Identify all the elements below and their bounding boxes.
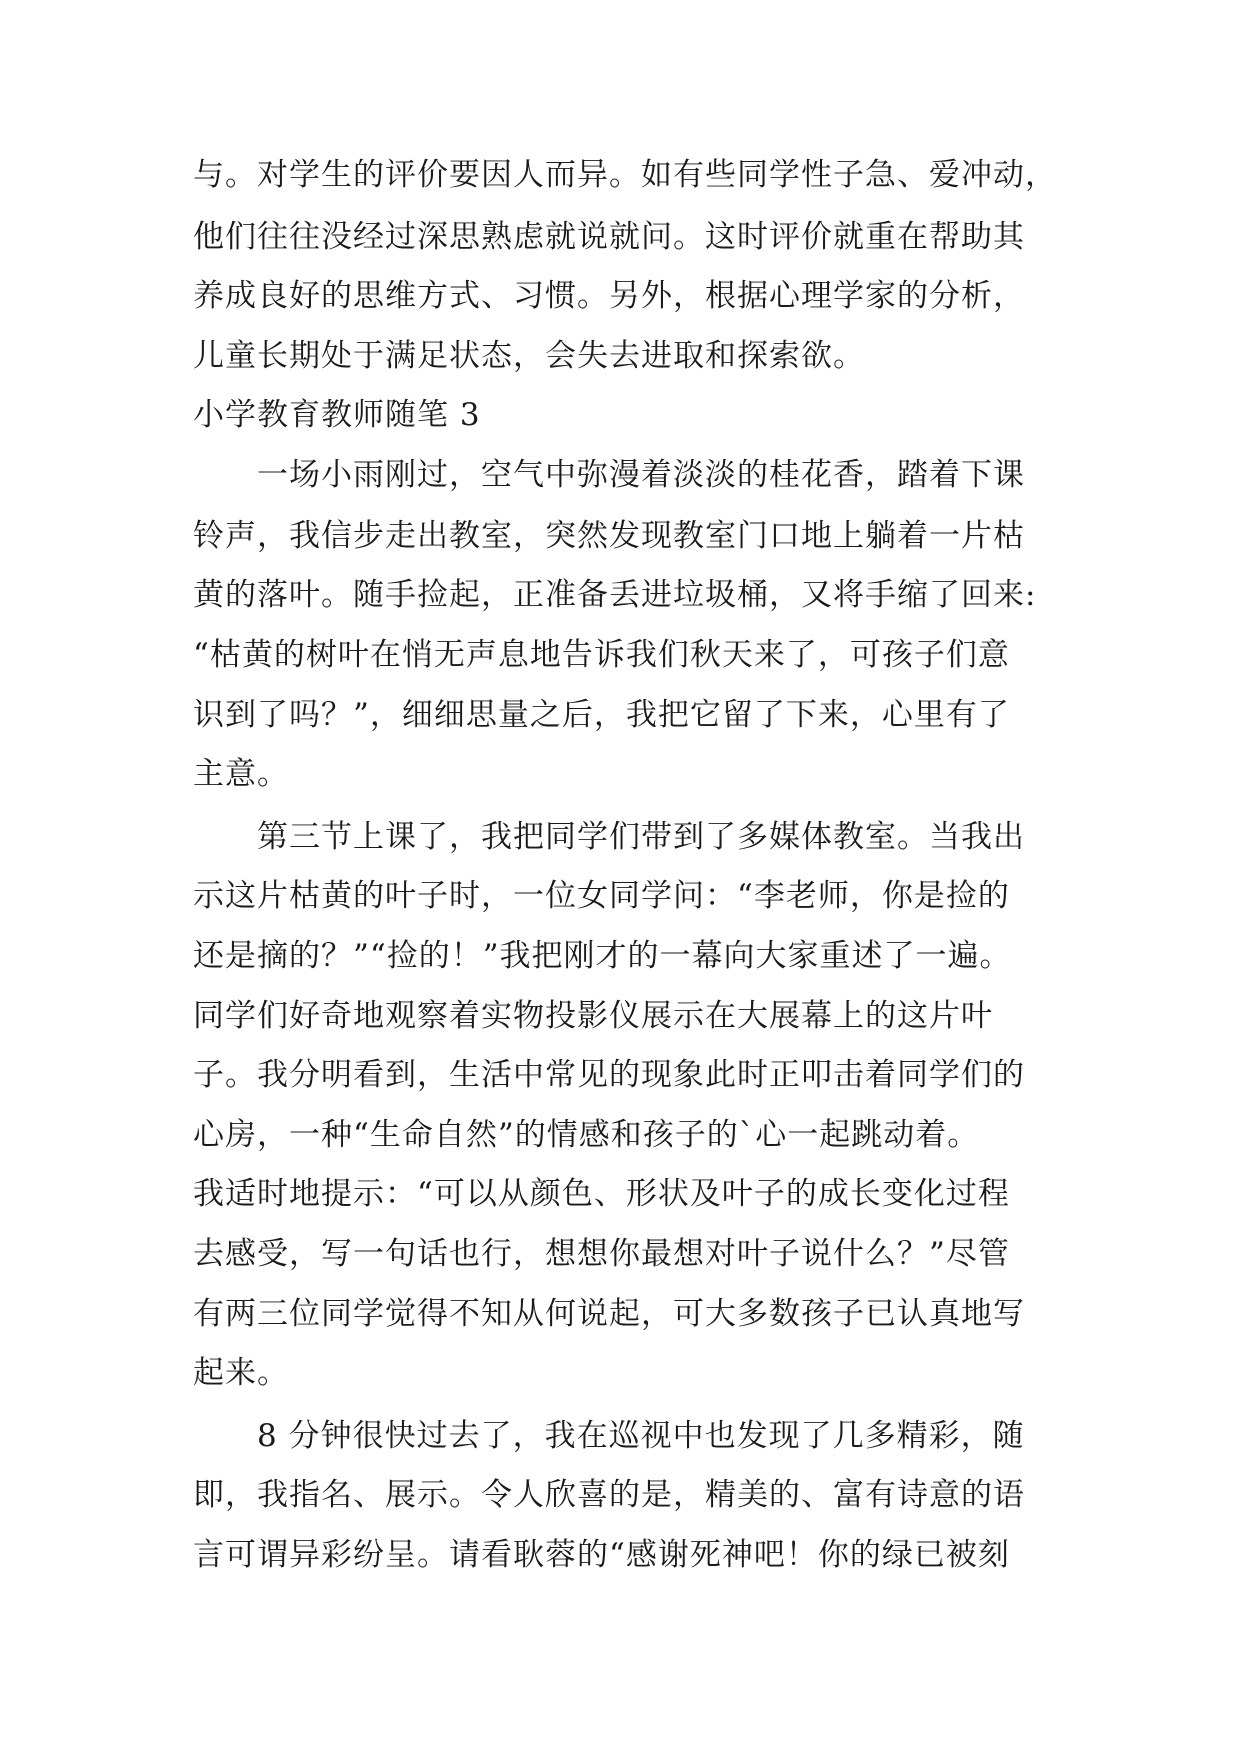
paragraph-line: 铃声，我信步走出教室，突然发现教室门口地上躺着一片枯: [193, 518, 1025, 554]
paragraph-line: 子。我分明看到，生活中常见的现象此时正叩击着同学们的: [193, 1057, 1025, 1093]
paragraph-line: 即，我指名、展示。令人欣喜的是，精美的、富有诗意的语: [193, 1477, 1025, 1513]
paragraph-line: 心房，一种“生命自然”的情感和孩子的`心一起跳动着。: [193, 1117, 980, 1153]
paragraph-line: 起来。: [193, 1355, 289, 1391]
paragraph-line: 与。对学生的评价要因人而异。如有些同学性子急、爱冲动，: [193, 157, 1057, 193]
paragraph-line: 养成良好的思维方式、习惯。另外，根据心理学家的分析，: [193, 278, 1025, 314]
paragraph-line: 8 分钟很快过去了，我在巡视中也发现了几多精彩，随: [257, 1418, 1025, 1454]
paragraph-line: 识到了吗？”，细细思量之后，我把它留了下来，心里有了: [193, 697, 1010, 733]
paragraph-line: “枯黄的树叶在悄无声息地告诉我们秋天来了，可孩子们意: [193, 637, 1010, 673]
section-heading: 小学教育教师随笔 3: [193, 397, 481, 433]
paragraph-line: 黄的落叶。随手捡起，正准备丢进垃圾桶，又将手缩了回来:: [193, 577, 1037, 613]
paragraph-line: 同学们好奇地观察着实物投影仪展示在大展幕上的这片叶: [193, 998, 993, 1034]
paragraph-line: 还是摘的？”“捡的！”我把刚才的一幕向大家重述了一遍。: [193, 938, 1012, 974]
paragraph-line: 有两三位同学觉得不知从何说起，可大多数孩子已认真地写: [193, 1296, 1025, 1332]
paragraph-line: 第三节上课了，我把同学们带到了多媒体教室。当我出: [257, 819, 1025, 855]
paragraph-line: 言可谓异彩纷呈。请看耿蓉的“感谢死神吧！你的绿已被刻: [193, 1537, 1010, 1573]
paragraph-line: 儿童长期处于满足状态，会失去进取和探索欲。: [193, 338, 865, 374]
paragraph-line: 一场小雨刚过，空气中弥漫着淡淡的桂花香，踏着下课: [257, 457, 1025, 493]
paragraph-line: 示这片枯黄的叶子时，一位女同学问：“李老师，你是捡的: [193, 878, 1010, 914]
paragraph-line: 我适时地提示：“可以从颜色、形状及叶子的成长变化过程: [193, 1176, 1010, 1212]
paragraph-line: 他们往往没经过深思熟虑就说就问。这时评价就重在帮助其: [193, 219, 1025, 255]
paragraph-line: 去感受，写一句话也行，想想你最想对叶子说什么？”尽管: [193, 1236, 1010, 1272]
paragraph-line: 主意。: [193, 756, 289, 792]
